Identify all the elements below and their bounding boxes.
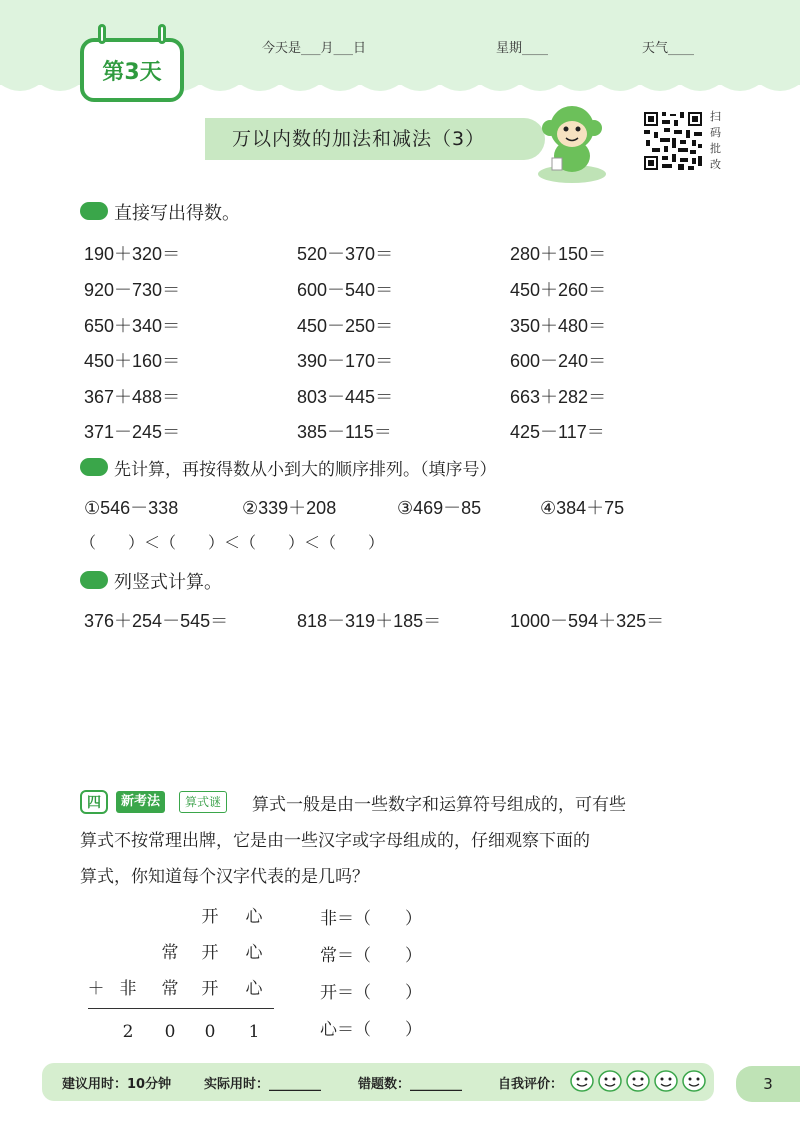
order-item: ③469－85: [397, 498, 482, 518]
calendar-ring-icon: [98, 24, 106, 44]
smiley-face-icon[interactable]: [654, 1070, 678, 1092]
order-item: ②339＋208: [242, 498, 337, 518]
section-4-text: 算式一般是由一些数字和运算符号组成的，可有些: [252, 795, 626, 815]
section-4-text: 算式不按常理出牌，它是由一些汉字或字母组成的，仔细观察下面的: [80, 831, 590, 851]
date-field[interactable]: 今天是___月___日: [262, 41, 367, 56]
arith-item: 390－170＝: [297, 351, 394, 371]
column-calc-item: 376＋254－545＝: [84, 611, 229, 631]
arith-item: 190＋320＝: [84, 244, 181, 264]
error-count-field[interactable]: 错题数：________: [358, 1077, 463, 1092]
arith-item: 450－250＝: [297, 316, 394, 336]
section-3-title: 列竖式计算。: [114, 572, 222, 593]
puzzle-result-digit: 1: [248, 1022, 260, 1042]
answer-fei[interactable]: 非＝（ ）: [320, 909, 422, 929]
section-1-title: 直接写出得数。: [114, 203, 240, 224]
puzzle-char: 常: [161, 943, 179, 963]
qr-label-char: 码: [710, 126, 721, 139]
suggested-time: 建议用时：10分钟: [62, 1077, 172, 1092]
puzzle-char: 心: [245, 943, 263, 963]
arith-item: 371－245＝: [84, 422, 181, 442]
arith-item: 520－370＝: [297, 244, 394, 264]
weather-field[interactable]: 天气____: [642, 41, 695, 56]
puzzle-type-tag: 算式谜: [179, 791, 227, 813]
puzzle-sum-line: [88, 1008, 274, 1009]
answer-chang[interactable]: 常＝（ ）: [320, 946, 422, 966]
puzzle-plus-sign: ＋: [87, 979, 105, 999]
puzzle-char: 非: [119, 979, 137, 999]
qr-label-char: 扫: [710, 110, 721, 123]
order-item: ④384＋75: [540, 498, 625, 518]
arith-item: 650＋340＝: [84, 316, 181, 336]
puzzle-char: 开: [201, 907, 219, 927]
section-4-text: 算式，你知道每个汉字代表的是几吗？: [80, 867, 369, 887]
new-method-tag: 新考法: [116, 791, 165, 813]
page-title: 万以内数的加法和减法（3）: [232, 128, 486, 150]
page-number: 3: [736, 1066, 800, 1102]
arith-item: 280＋150＝: [510, 244, 607, 264]
arith-item: 600－240＝: [510, 351, 607, 371]
arith-item: 367＋488＝: [84, 387, 181, 407]
section-4-icon: 四: [80, 790, 108, 814]
qr-label-char: 批: [710, 142, 721, 155]
smiley-face-icon[interactable]: [598, 1070, 622, 1092]
arith-item: 350＋480＝: [510, 316, 607, 336]
column-calc-item: 818－319＋185＝: [297, 611, 442, 631]
weekday-field[interactable]: 星期____: [496, 41, 549, 56]
puzzle-char: 开: [201, 979, 219, 999]
arith-item: 920－730＝: [84, 280, 181, 300]
puzzle-result-digit: 2: [122, 1022, 134, 1042]
arith-item: 450＋160＝: [84, 351, 181, 371]
arith-item: 600－540＝: [297, 280, 394, 300]
arith-item: 385－115＝: [297, 422, 392, 442]
puzzle-char: 开: [201, 943, 219, 963]
actual-time-field[interactable]: 实际用时：________: [204, 1077, 322, 1092]
answer-kai[interactable]: 开＝（ ）: [320, 983, 422, 1003]
self-eval-label: 自我评价：: [498, 1077, 564, 1092]
smiley-face-icon[interactable]: [570, 1070, 594, 1092]
monkey-mascot-icon: [520, 96, 620, 186]
section-1-icon: [80, 202, 108, 220]
puzzle-result-digit: 0: [204, 1022, 216, 1042]
puzzle-char: 心: [245, 979, 263, 999]
section-3-icon: [80, 571, 108, 589]
section-2-title: 先计算，再按得数从小到大的顺序排列。（填序号）: [114, 460, 497, 480]
day-badge: 第3天: [80, 38, 184, 102]
arith-item: 803－445＝: [297, 387, 394, 407]
arith-item: 450＋260＝: [510, 280, 607, 300]
puzzle-result-digit: 0: [164, 1022, 176, 1042]
answer-xin[interactable]: 心＝（ ）: [320, 1020, 422, 1040]
column-calc-item: 1000－594＋325＝: [510, 611, 665, 631]
section-2-icon: [80, 458, 108, 476]
qr-code-icon[interactable]: [642, 110, 704, 172]
puzzle-char: 常: [161, 979, 179, 999]
order-item: ①546－338: [84, 498, 179, 518]
calendar-ring-icon: [158, 24, 166, 44]
puzzle-char: 心: [245, 907, 263, 927]
smiley-face-icon[interactable]: [626, 1070, 650, 1092]
smiley-face-icon[interactable]: [682, 1070, 706, 1092]
arith-item: 663＋282＝: [510, 387, 607, 407]
qr-label-char: 改: [710, 158, 721, 171]
order-answer-line[interactable]: （ ）＜（ ）＜（ ）＜（ ）: [80, 535, 385, 552]
arith-item: 425－117＝: [510, 422, 605, 442]
